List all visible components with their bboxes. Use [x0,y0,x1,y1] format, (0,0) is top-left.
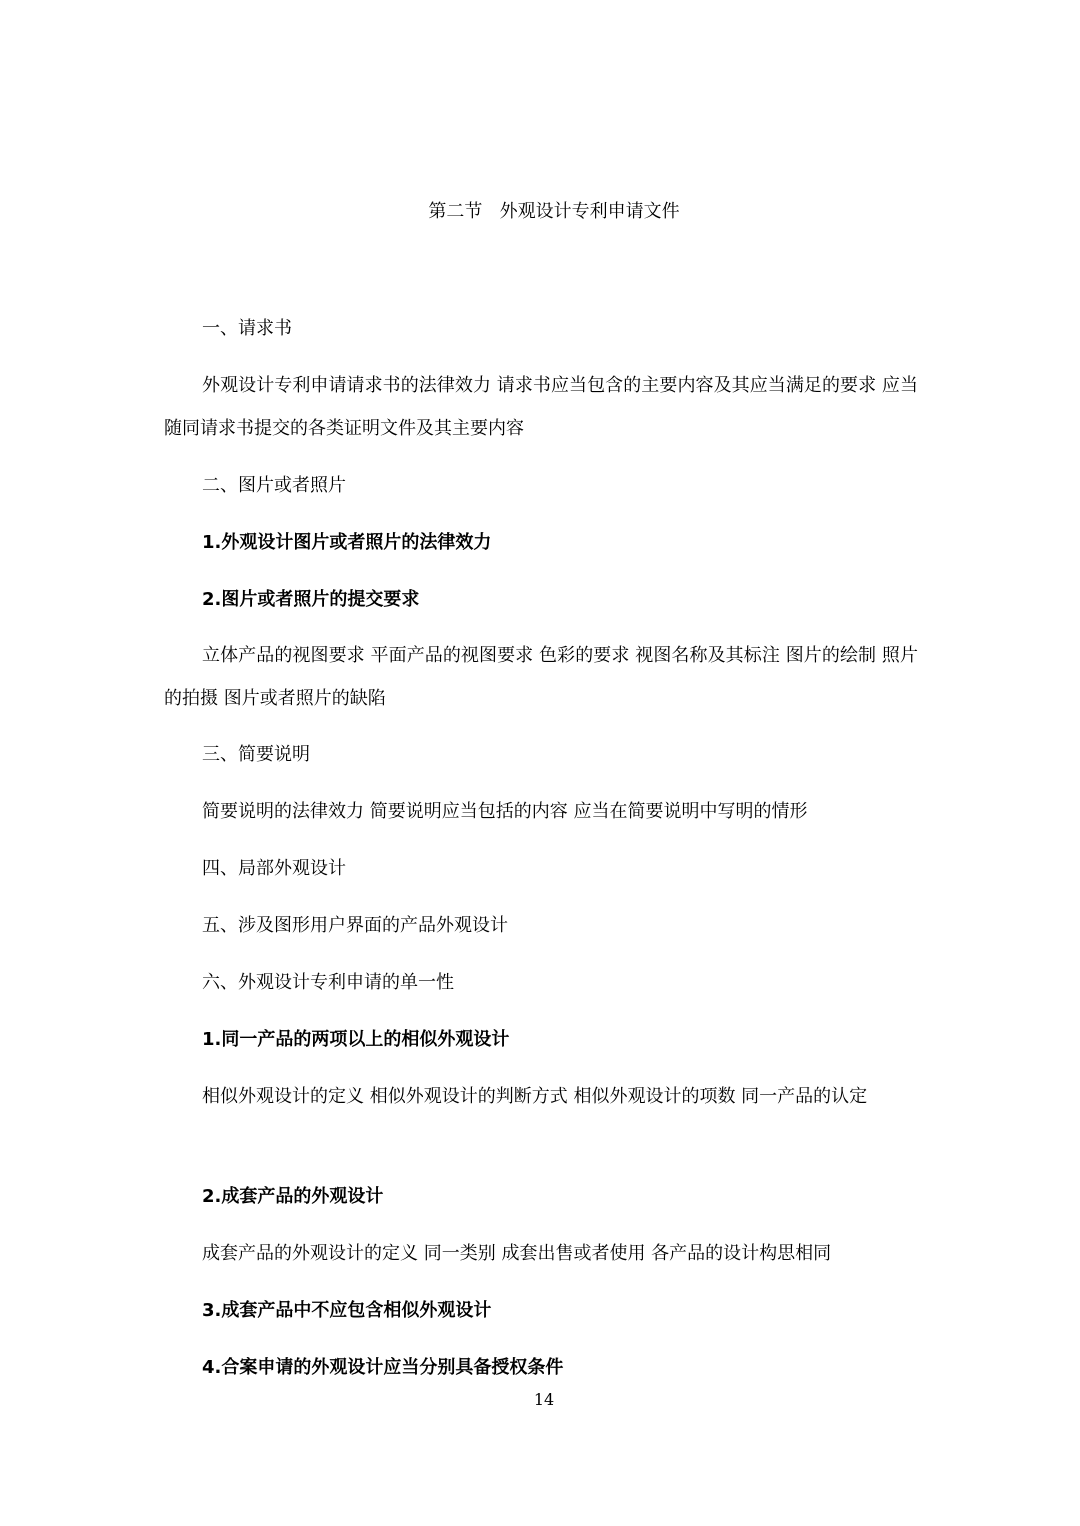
heading-gui-design: 五、涉及图形用户界面的产品外观设计 [202,915,508,936]
heading-unity: 六、外观设计专利申请的单一性 [202,972,454,993]
subheading-set-products: 2.成套产品的外观设计 [202,1186,384,1207]
subheading-similar-designs: 1.同一产品的两项以上的相似外观设计 [202,1029,510,1050]
page-number: 14 [533,1390,555,1409]
paragraph-similar-designs: 相似外观设计的定义 相似外观设计的判断方式 相似外观设计的项数 同一产品的认定 [202,1086,868,1107]
subheading-combined-application: 4.合案申请的外观设计应当分别具备授权条件 [202,1357,564,1378]
paragraph-set-products: 成套产品的外观设计的定义 同一类别 成套出售或者使用 各产品的设计构思相同 [202,1243,832,1264]
heading-brief-description: 三、简要说明 [202,744,310,765]
subheading-legal-effect: 1.外观设计图片或者照片的法律效力 [202,532,492,553]
paragraph-view-requirements: 立体产品的视图要求 平面产品的视图要求 色彩的要求 视图名称及其标注 图片的绘制 照片的拍摄 图片或者照片的缺陷 [164,645,918,709]
heading-drawings-photos: 二、图片或者照片 [202,475,346,496]
section-title: 第二节 外观设计专利申请文件 [428,201,680,222]
heading-request-form: 一、请求书 [202,318,292,339]
paragraph-brief-description-contents: 简要说明的法律效力 简要说明应当包括的内容 应当在简要说明中写明的情形 [202,801,808,822]
subheading-set-products-no-similar: 3.成套产品中不应包含相似外观设计 [202,1300,492,1321]
heading-partial-design: 四、局部外观设计 [202,858,346,879]
subheading-submission-requirements: 2.图片或者照片的提交要求 [202,589,420,610]
paragraph-request-form-contents: 外观设计专利申请请求书的法律效力 请求书应当包含的主要内容及其应当满足的要求 应当随同请求书提交的各类证明文件及其主要内容 [164,375,918,439]
